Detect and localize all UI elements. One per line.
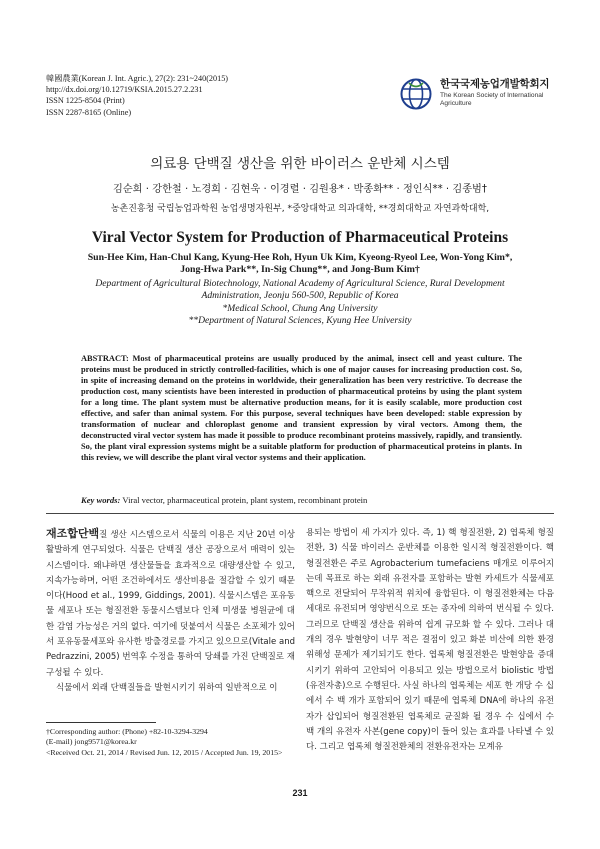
affiliation-en-2: Administration, Jeonju 560-500, Republic of Korea [201,290,399,302]
affiliation-en-1: Department of Agricultural Biotechnology, National Academy of Agricultural Science, Rural Development [95,278,505,289]
page-number: 231 [292,788,308,798]
keywords-list: Viral vector, pharmaceutical protein, plant system, recombinant protein [122,495,368,505]
keywords-label: Key words: [81,495,121,505]
authors-ko: 김순희 · 강한철 · 노경희 · 김현욱 · 이경렬 · 김원용* · 박종화** · 정인식** · 김종범† [113,184,487,195]
corresponding-author: †Corresponding author: (Phone) +82-10-3294-3294 [46,727,208,736]
body-paragraph-1-text: 질 생산 시스템으로서 식물의 이용은 지난 20년 이상 활발하게 연구되었다. 식물은 단백질 생산 공장으로서 매력이 있는 시스템이다. 왜냐하면 생산물들을 효과적으로 대량생산할 수 있고, 지속가능하며, 어떤 조건하에서도 생산비용을 절감할 수 있기 때문이다(Hood et al., 1999, Giddings, 2001). 식물시스템은 포유동물 세포나 또는 형질전환 동물시스템보다 인체 미생물 병원균에 대한 감염 가능성은 거의 없다. 여기에 덧붙여서 식물은 소포체가 있어서 포유동물세포와 유사한 방출경로를 가지고 있으므로(Vitale and Pedrazzini, 2005) 번역후 수정을 통하여 당쇄를 가진 단백질로 재구성될 수 있다. [46,530,295,678]
body-paragraph-1 [46,526,295,681]
lead-word: 재조합단백 [46,527,100,540]
doi-link[interactable]: http://dx.doi.org/10.12719/KSIA.2015.27.2.231 [46,85,203,95]
keywords [81,495,522,505]
journal-header [46,73,228,118]
authors-en [60,252,540,276]
body-column-left [46,526,295,696]
globe-logo-icon [400,78,432,110]
journal-citation: 韓國農業(Korean J. Int. Agric.), 27(2): 231~240(2015) [46,74,229,83]
footnote-divider [46,722,156,723]
issn-online: ISSN 2287-8165 (Online) [46,107,132,117]
section-divider [46,513,554,514]
society-name-ko: 한국국제농업개발학회지 [440,78,550,90]
body-paragraph-2: 식물에서 외래 단백질들을 발현시키기 위하여 일반적으로 이 [56,682,278,693]
abstract: ABSTRACT: Most of pharmaceutical proteins are usually produced by the animal, insect cell and yeast culture. The proteins must be produced in strictly controlled-facilities, which is one of major causes for increasing production cost. So, in spite of increasing demand on the proteins in worldwide, their generalization has been very restrictive. To decrease the production cost, many scientists have been interested in production of pharmaceutical proteins by using the plant system for a long time. The plant system must be alternative production means, for it is easily scalable, more production cost effective, and safer than animal system. For this purpose, several techniques have been developed: stable expression by transformation of nuclear and chloroplast genome and transient expression by viral vectors. Among them, the deconstructed viral vector system has made it possible to produce recombinant proteins massively, rapidly, and transiently. So, the plant viral expression systems might be a suitable platform for production of pharmaceutical proteins in plants. In this review, we will describe the plant viral vector systems and their application. [81,354,522,463]
affiliation-ko: 농촌진흥청 국립농업과학원 농업생명자원부, *중앙대학교 의과대학, **경희대학교 자연과학대학, [110,204,490,214]
received-dates: <Received Oct. 21, 2014 / Revised Jun. 12, 2015 / Accepted Jun. 19, 2015> [46,747,283,757]
paper-title-ko: 의료용 단백질 생산을 위한 바이러스 운반체 시스템 [150,156,450,172]
society-logo [400,72,570,116]
paper-title-en: Viral Vector System for Production of Pharmaceutical Proteins [91,229,509,246]
author-email[interactable]: (E-mail) jong9571@korea.kr [46,737,137,747]
affiliations-en [60,278,540,327]
footnote [46,727,282,758]
issn-print: ISSN 1225-8504 (Print) [46,96,125,106]
society-name-en-line1: The Korean Society of International [440,92,544,99]
authors-en-line1: Sun-Hee Kim, Han-Chul Kang, Kyung-Hee Roh, Hyun Uk Kim, Kyeong-Ryeol Lee, Won-Yong Kim*, [87,252,513,263]
affiliation-en-4: **Department of Natural Sciences, Kyung Hee University [188,314,412,326]
society-name-en-line2: Agriculture [440,100,472,108]
affiliation-en-3: *Medical School, Chung Ang University [222,302,378,314]
authors-en-line2: Jong-Hwa Park**, In-Sig Chung**, and Jong-Bum Kim† [180,264,420,275]
society-name-en [440,92,543,109]
body-column-right: 용되는 방법이 세 가지가 있다. 즉, 1) 핵 형질전환, 2) 엽록체 형질전환, 3) 식물 바이러스 운반체를 이용한 일시적 형질전환이다. 핵 형질전환은 주로 Agrobacterium tumefaciens 매개로 이루어지는데 목표로 하는 외래 유전자를 포함하는 발현 카세트가 식물세포 핵으로 전달되어 무작위적 위치에 융합된다. 이 형질전환체는 다음 세대로 유전되며 영양번식으로 또는 종자에 의하여 번식될 수 있다. 그러므로 단백질 생산을 위하여 쉽게 규모화 할 수 있다. 그러나 대개의 경우 발현양이 너무 적은 결점이 있고 화분 비산에 의한 환경위해성 문제가 제기되기도 한다. 엽록체 형질전환은 발현양을 증대시키기 위하여 고안되어 이용되고 있는 방법으로서 biolistic 방법(유전자총)으로 수행된다. 사실 하나의 엽록체는 세포 한 개당 수 십에서 수 백 개가 포함되어 있기 때문에 엽록체 DNA에 하나의 유전자가 삽입되어 형질전환된 엽록체로 균질화 될 경우 수 십에서 수 백 개의 유전자 사본(gene copy)이 들어 있는 효과를 나타낼 수 있다. 그리고 엽록체 형질전환체의 전환유전자는 모계유 [306,528,554,753]
